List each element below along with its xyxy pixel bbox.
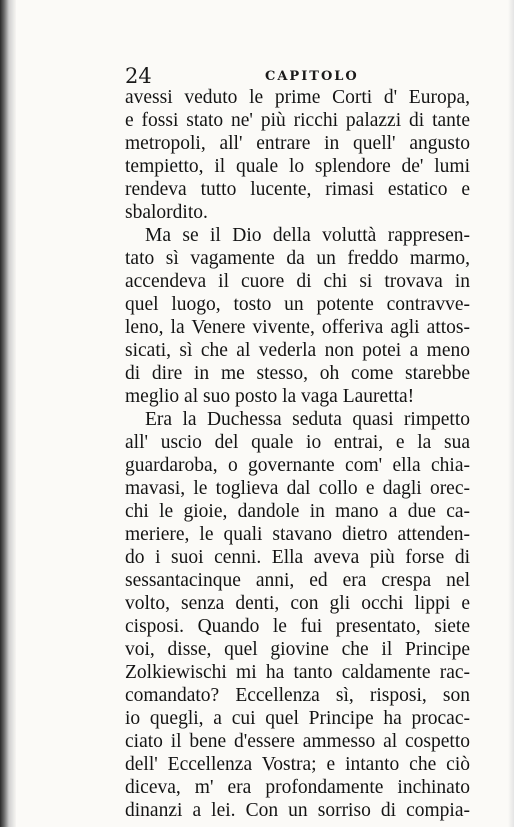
text-line: dinanzi a lei. Con un sorriso di compia- [125,800,470,821]
text-line: all' uscio del quale io entrai, e la sua [125,432,470,453]
text-line: dell' Eccellenza Vostra; e intanto che ciò [125,754,470,775]
text-line: mavasi, le toglieva dal collo e dagli orec- [125,478,470,499]
text-line: sicati, sì che al vederla non potei a meno [125,340,470,361]
text-line: ciato il bene d'essere ammesso al cospetto [125,731,470,752]
text-line: meglio al suo posto la vaga Lauretta! [125,386,415,407]
text-line: volto, senza denti, con gli occhi lippi e [125,593,470,614]
text-line: comandato? Eccellenza sì, risposi, son [125,685,470,706]
text-line: tato sì vagamente da un freddo marmo, [125,248,470,269]
page-number: 24 [125,64,152,88]
text-line: leno, la Venere vivente, offeriva agli attos- [125,317,470,338]
text-line: chi le gioie, dandole in mano a due ca- [125,501,470,522]
text-line: meriere, le quali stavano dietro attenden- [125,524,470,545]
text-line: guardaroba, o governante com' ella chia- [125,455,470,476]
text-line: e fossi stato ne' più ricchi palazzi di tante [125,110,470,131]
text-line: cisposi. Quando le fui presentato, siete [125,616,470,637]
text-line: avessi veduto le prime Corti d' Europa, [125,87,470,108]
text-line: quel luogo, tosto un potente contravve- [125,294,470,315]
text-line: metropoli, all' entrare in quell' angusto [125,133,470,154]
text-line: tempietto, il quale lo splendore de' lumi [125,156,470,177]
binding-gutter [0,0,16,827]
text-line: sbalordito. [125,202,208,223]
text-line: rendeva tutto lucente, rimasi estatico e [125,179,470,200]
text-line: Era la Duchessa seduta quasi rimpetto [145,409,470,430]
page-edge [508,0,514,827]
text-line: voi, disse, quel giovine che il Principe [125,639,470,660]
text-line: do i suoi cenni. Ella aveva più forse di [125,547,470,568]
running-title: CAPITOLO [265,69,359,84]
text-line: accendeva il cuore di chi si trovava in [125,271,470,292]
running-head [125,64,470,88]
text-line: sessantacinque anni, ed era crespa nel [125,570,470,591]
text-line: io quegli, a cui quel Principe ha procac- [125,708,470,729]
text-line: di dire in me stesso, oh come starebbe [125,363,470,384]
text-line: diceva, m' era profondamente inchinato [125,777,470,798]
body-text [125,86,470,822]
text-line: Ma se il Dio della voluttà rappresen- [145,225,470,246]
text-line: Zolkiewischi mi ha tanto caldamente rac- [125,662,470,683]
